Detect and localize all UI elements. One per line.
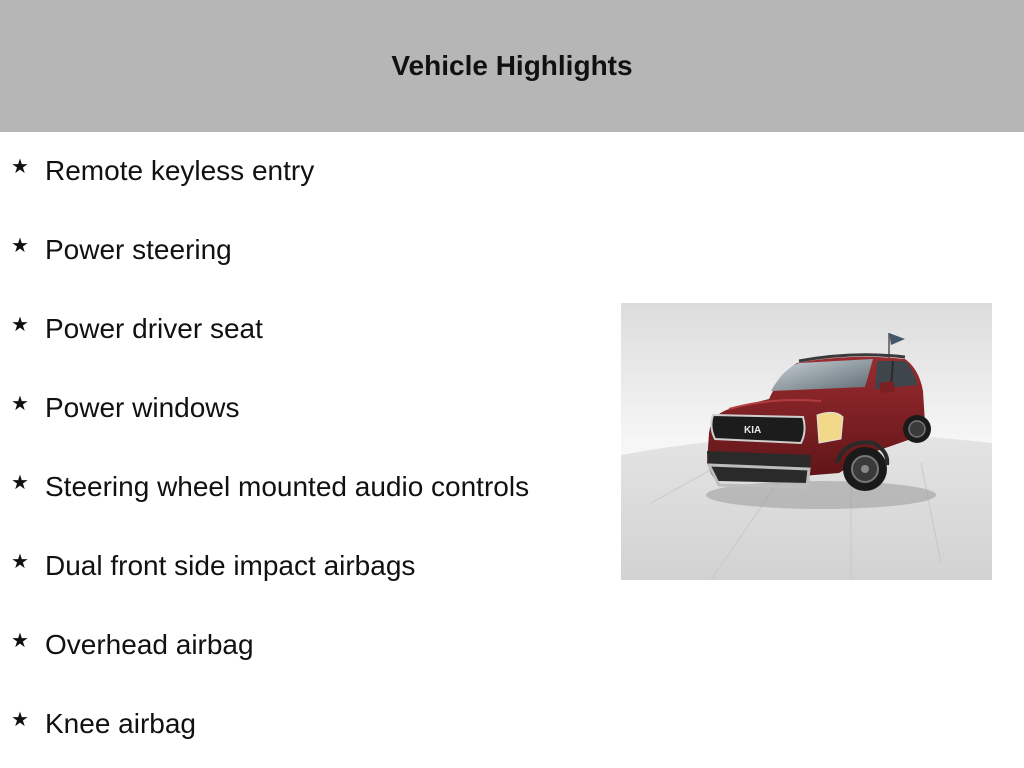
highlight-label: Power driver seat bbox=[45, 313, 263, 344]
highlight-label: Remote keyless entry bbox=[45, 155, 315, 186]
highlights-list bbox=[0, 132, 600, 764]
highlight-label: Knee airbag bbox=[45, 708, 197, 739]
highlight-label: Steering wheel mounted audio controls bbox=[45, 471, 530, 502]
kia-badge: KIA bbox=[744, 425, 762, 436]
star-icon: ★ bbox=[11, 235, 29, 257]
list-item bbox=[0, 290, 600, 369]
star-icon: ★ bbox=[11, 630, 29, 652]
list-item bbox=[0, 448, 600, 527]
list-item bbox=[0, 527, 600, 606]
header-banner bbox=[0, 0, 1024, 132]
list-item bbox=[0, 369, 600, 448]
star-icon: ★ bbox=[11, 709, 29, 731]
list-item bbox=[0, 211, 600, 290]
highlight-label: Dual front side impact airbags bbox=[45, 550, 416, 581]
star-icon: ★ bbox=[11, 393, 29, 415]
vehicle-illustration bbox=[621, 303, 992, 580]
page-title: Vehicle Highlights bbox=[391, 50, 633, 81]
star-icon: ★ bbox=[11, 472, 29, 494]
star-icon: ★ bbox=[11, 156, 29, 178]
highlight-label: Overhead airbag bbox=[45, 629, 254, 660]
star-icon: ★ bbox=[11, 551, 29, 573]
list-item bbox=[0, 685, 600, 764]
list-item bbox=[0, 132, 600, 211]
list-item bbox=[0, 606, 600, 685]
highlight-label: Power windows bbox=[45, 392, 240, 423]
vehicle-photo bbox=[621, 303, 992, 580]
highlight-label: Power steering bbox=[45, 234, 232, 265]
star-icon: ★ bbox=[11, 314, 29, 336]
